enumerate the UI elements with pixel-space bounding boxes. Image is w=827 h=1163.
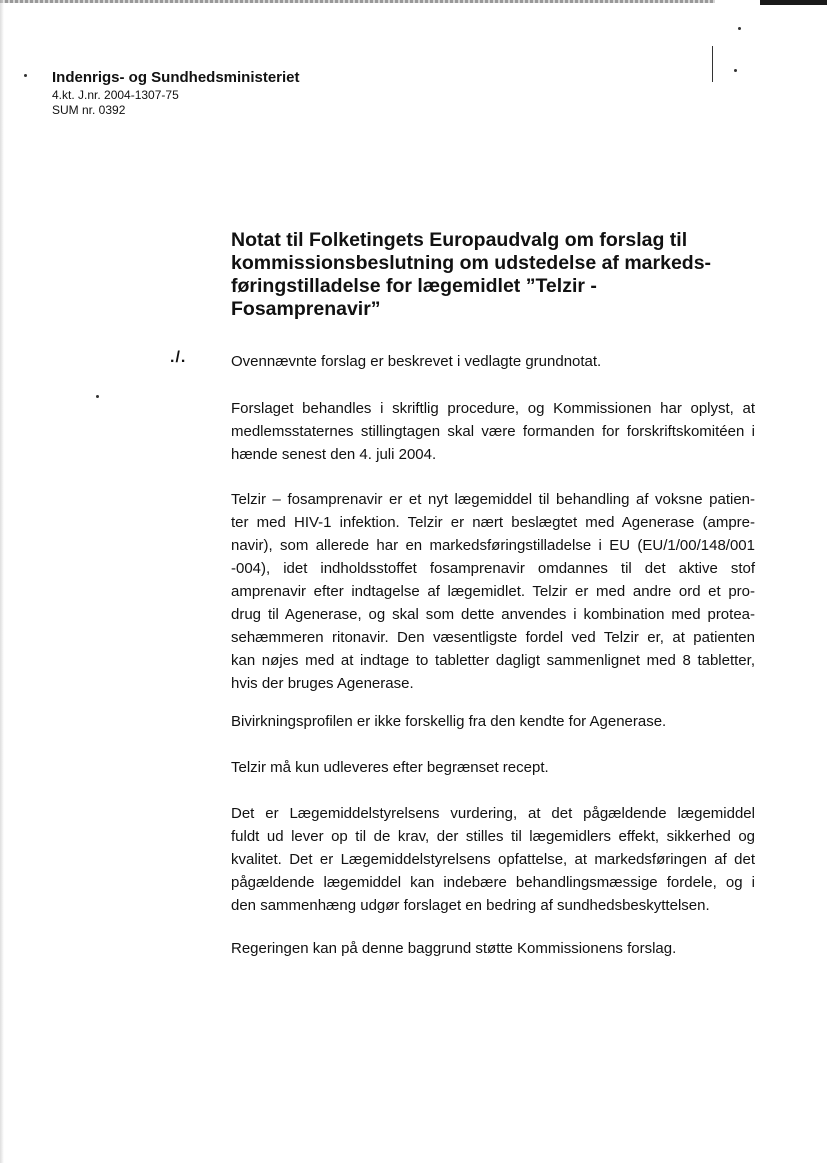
scan-artifact-speck bbox=[734, 69, 737, 72]
text-line: fuldt ud lever op til de krav, der stilles til lægemidlers effekt, sikkerhed og bbox=[231, 828, 755, 845]
text-line: -004), idet indholdsstoffet fosamprenavir omdannes til det aktive stof bbox=[231, 560, 755, 577]
text-line: Forslaget behandles i skriftlig procedure, og Kommissionen har oplyst, at bbox=[231, 400, 755, 417]
title-line: kommissionsbeslutning om udstedelse af markeds- bbox=[231, 252, 712, 274]
text-line: Bivirkningsprofilen er ikke forskellig fra den kendte for Agenerase. bbox=[231, 713, 667, 730]
text-line: ter med HIV-1 infektion. Telzir er nært beslægtet med Agenerase (ampre- bbox=[231, 514, 755, 531]
title-line: Notat til Folketingets Europaudvalg om forslag til bbox=[231, 229, 688, 251]
ministry-name: Indenrigs- og Sundhedsministeriet bbox=[52, 69, 300, 86]
scan-artifact-margin-line bbox=[712, 46, 713, 82]
text-line: Ovennævnte forslag er beskrevet i vedlagte grundnotat. bbox=[231, 353, 602, 370]
text-line: amprenavir efter indtagelse af lægemidlet. Telzir er med andre ord et pro- bbox=[231, 583, 755, 600]
scan-artifact-speck bbox=[24, 74, 27, 77]
title-line: Fosamprenavir” bbox=[231, 298, 381, 320]
scan-artifact-speck bbox=[738, 27, 741, 30]
paragraph-6 bbox=[231, 802, 755, 917]
annex-reference-mark: ./. bbox=[170, 349, 187, 366]
text-line: hvis der bruges Agenerase. bbox=[231, 675, 414, 692]
text-line: Regeringen kan på denne baggrund støtte Kommissionens forslag. bbox=[231, 940, 677, 957]
journal-number: 4.kt. J.nr. 2004-1307-75 bbox=[52, 88, 179, 102]
sum-number: SUM nr. 0392 bbox=[52, 103, 126, 117]
text-line: Telzir må kun udleveres efter begrænset recept. bbox=[231, 759, 549, 776]
paragraph-4 bbox=[231, 710, 755, 733]
scan-artifact-left-edge bbox=[0, 0, 4, 1163]
paragraph-5 bbox=[231, 756, 755, 779]
scan-artifact-corner-bar bbox=[760, 0, 827, 5]
title-line: føringstilladelse for lægemidlet ”Telzir - bbox=[231, 275, 597, 297]
text-line: drug til Agenerase, og skal som dette anvendes i kombination med protea- bbox=[231, 606, 755, 623]
scan-artifact-top-line bbox=[0, 0, 715, 3]
paragraph-7 bbox=[231, 937, 755, 960]
document-title bbox=[231, 229, 771, 321]
text-line: kan nøjes med at indtage to tabletter dagligt sammenlignet med 8 tabletter, bbox=[231, 652, 755, 669]
paragraph-1 bbox=[231, 350, 755, 373]
text-line: hænde senest den 4. juli 2004. bbox=[231, 446, 437, 463]
paragraph-2 bbox=[231, 397, 755, 466]
text-line: medlemsstaternes stillingtagen skal være formanden for forskriftskomitéen i bbox=[231, 423, 755, 440]
text-line: Telzir – fosamprenavir er et nyt lægemiddel til behandling af voksne patien- bbox=[231, 491, 755, 508]
text-line: sehæmmeren ritonavir. Den væsentligste fordel ved Telzir er, at patienten bbox=[231, 629, 755, 646]
document-header bbox=[52, 68, 300, 118]
scan-artifact-speck bbox=[96, 395, 99, 398]
paragraph-3 bbox=[231, 488, 755, 695]
text-line: navir), som allerede har en markedsføringstilladelse i EU (EU/1/00/148/001 bbox=[231, 537, 755, 554]
text-line: pågældende lægemiddel kan indebære behandlingsmæssige fordele, og i bbox=[231, 874, 755, 891]
text-line: den sammenhæng udgør forslaget en bedring af sundhedsbeskyttelsen. bbox=[231, 897, 710, 914]
text-line: kvalitet. Det er Lægemiddelstyrelsens opfattelse, at markedsføringen af det bbox=[231, 851, 755, 868]
text-line: Det er Lægemiddelstyrelsens vurdering, at det pågældende lægemiddel bbox=[231, 805, 755, 822]
